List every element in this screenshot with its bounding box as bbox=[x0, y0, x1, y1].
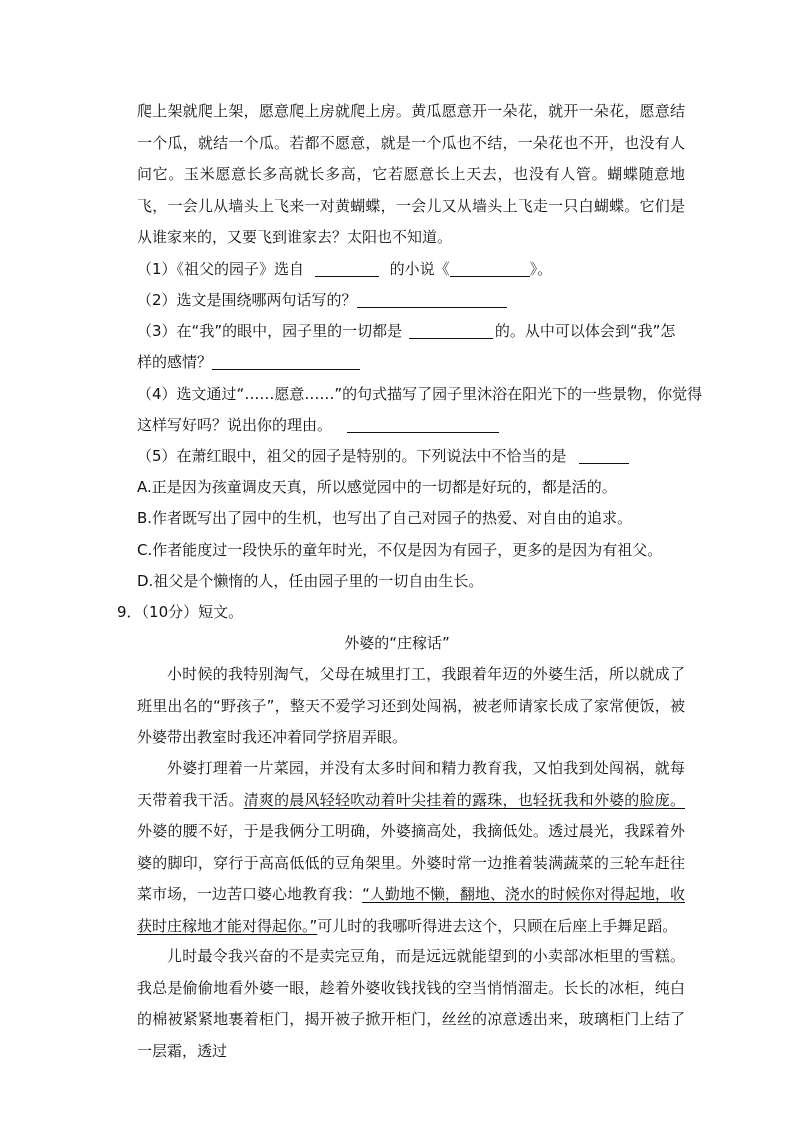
underlined-quote: “人勤地不懒，翻地、浇水的时候你对得起地，收获时庄稼地才能对得起你。” bbox=[137, 885, 685, 935]
option-d[interactable]: D.祖父是个懒惰的人，任由园子里的一切自由生长。 bbox=[137, 572, 484, 590]
answer-blank[interactable] bbox=[579, 445, 629, 464]
question-3-cont: 样的感情？ bbox=[137, 347, 697, 379]
answer-blank[interactable] bbox=[347, 414, 499, 433]
paragraph-2: 外婆打理着一片菜园，并没有太多时间和精力教育我，又怕我到处闯祸，就每天带着我干活。清爽的晨风轻轻吹动着叶尖挂着的露珠，也轻抚我和外婆的脸庞。外婆的腰不好，于是我俩分工明确，外婆摘高处，我摘低处。透过晨光，我踩着外婆的脚印，穿行于高高低低的豆角架里。外婆时常一边推着装满蔬菜的三轮车赶往菜市场，一边苦口婆心地教育我：“人勤地不懒，翻地、浇水的时候你对得起地，收获时庄稼地才能对得起你。”可儿时的我哪听得进去这个，只顾在后座上手舞足蹈。 bbox=[137, 759, 685, 935]
answer-blank[interactable] bbox=[409, 320, 493, 339]
option-a[interactable]: A.正是因为孩童调皮天真，所以感觉园中的一切都是好玩的，都是活的。 bbox=[137, 478, 617, 496]
answer-blank[interactable] bbox=[315, 258, 379, 277]
answer-blank[interactable] bbox=[450, 258, 530, 277]
option-c[interactable]: C.作者能度过一段快乐的童年时光，不仅是因为有园子，更多的是因为有祖父。 bbox=[137, 541, 663, 559]
question-4-cont: 这样写好吗？说出你的理由。 bbox=[137, 410, 697, 442]
question-3: （3）在“我”的眼中，园子里的一切都是 的。从中可以体会到“我”怎 bbox=[137, 322, 676, 340]
question-5: （5）在萧红眼中，祖父的园子是特别的。下列说法中不恰当的是 bbox=[137, 441, 697, 473]
paragraph-3: 儿时最令我兴奋的不是卖完豆角，而是远远就能望到的小卖部冰柜里的雪糕。我总是偷偷地看外婆一眼，趁着外婆收钱找钱的空当悄悄溜走。长长的冰柜，纯白的棉被紧紧地裹着柜门，揭开被子掀开柜门，丝丝的凉意透出来，玻璃柜门上结了一层霜，透过 bbox=[137, 947, 685, 1060]
question-2: （2）选文是围绕哪两句话写的？ bbox=[137, 285, 697, 317]
paragraph-1: 小时候的我特别淘气，父母在城里打工，我跟着年迈的外婆生活，所以就成了班里出名的“野孩子”，整天不爱学习还到处闯祸，被老师请家长成了家常便饭，被外婆带出教室时我还冲着同学挤眉弄眼。 bbox=[137, 665, 685, 746]
answer-blank[interactable] bbox=[357, 289, 507, 308]
answer-blank[interactable] bbox=[212, 351, 360, 370]
underlined-sentence: 清爽的晨风轻轻吹动着叶尖挂着的露珠，也轻抚我和外婆的脸庞。 bbox=[243, 790, 685, 809]
question-4: （4）选文通过“……愿意……”的句式描写了园子里沐浴在阳光下的一些景物，你觉得 bbox=[137, 385, 703, 403]
passage-end: 爬上架就爬上架，愿意爬上房就爬上房。黄瓜愿意开一朵花，就开一朵花，愿意结一个瓜，就结一个瓜。若都不愿意，就是一个瓜也不结，一朵花也不开，也没有人问它。玉米愿意长多高就长多高，它若愿意长上天去，也没有人管。蝴蝶随意地飞，一会儿从墙头上飞来一对黄蝴蝶，一会儿又从墙头上飞走一只白蝴蝶。它们是从谁家来的，又要飞到谁家去？太阳也不知道。 bbox=[137, 102, 685, 246]
question-1: （1）《祖父的园子》选自 的小说《 》。 bbox=[137, 260, 553, 278]
question-9-header: 9．（10分）短文。 bbox=[117, 603, 244, 621]
option-b[interactable]: B.作者既写出了园中的生机，也写出了自己对园子的热爱、对自由的追求。 bbox=[137, 509, 633, 527]
story-title: 外婆的“庄稼话” bbox=[344, 634, 450, 652]
